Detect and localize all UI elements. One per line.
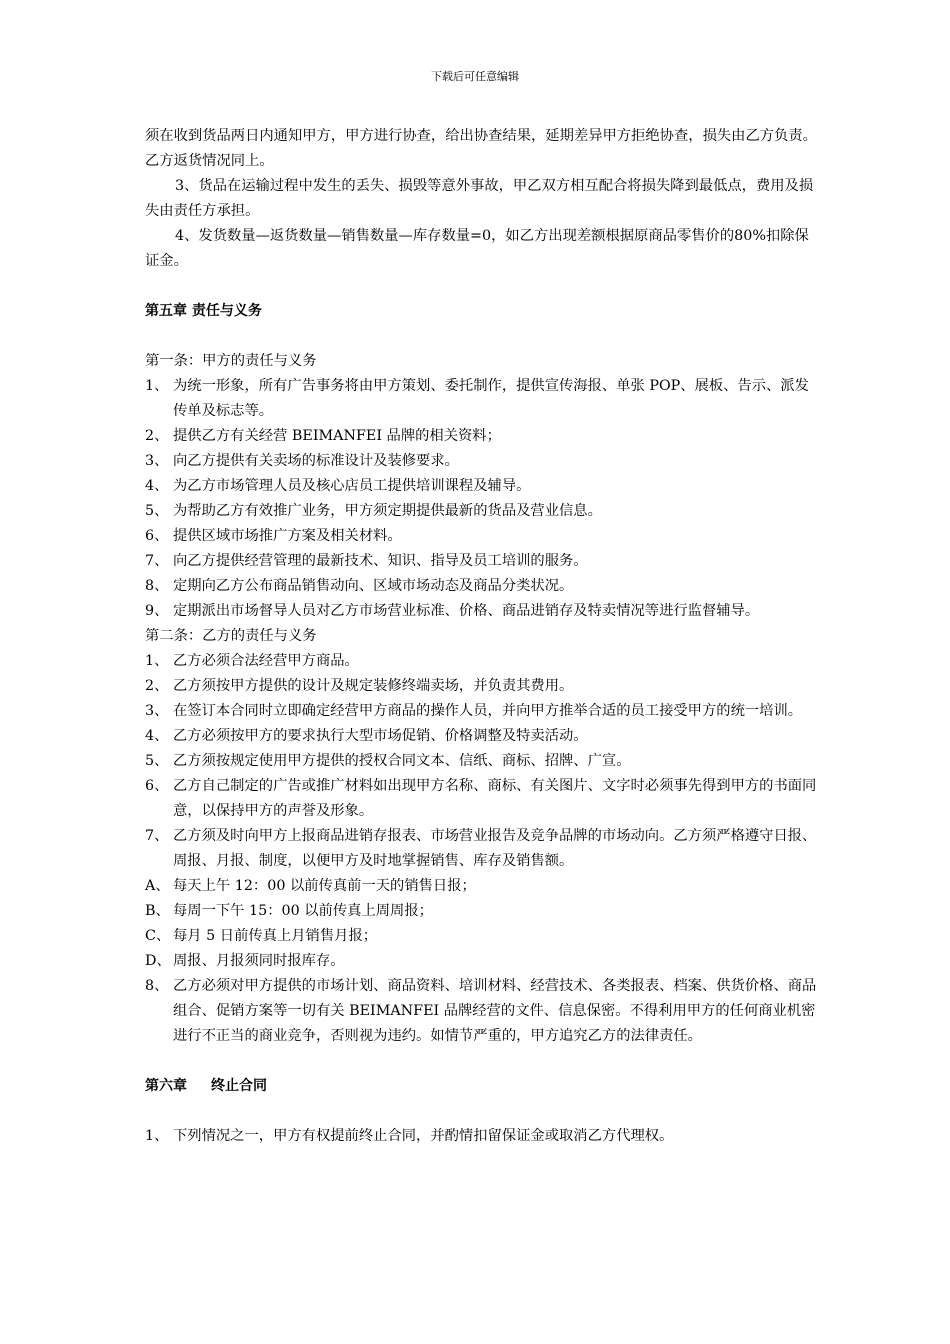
item-text: 乙方必须合法经营甲方商品。 (173, 653, 359, 669)
item-number: 5、 (145, 753, 169, 769)
chapter-6-name: 终止合同 (211, 1078, 267, 1094)
list-item (145, 524, 817, 549)
item-text: 乙方必须按甲方的要求执行大型市场促销、价格调整及特卖活动。 (173, 728, 588, 744)
list-item (145, 974, 817, 1049)
item-number: 3、 (145, 703, 169, 719)
item-number: 1、 (145, 1128, 169, 1144)
article-2-list (145, 649, 817, 1049)
item-number: 4、 (145, 478, 169, 494)
item-number: D、 (145, 953, 171, 969)
list-item (145, 549, 817, 574)
item-text: 提供区域市场推广方案及相关材料。 (173, 528, 402, 544)
item-number: 6、 (145, 528, 169, 544)
item-number: 4、 (145, 728, 169, 744)
item-text: 为帮助乙方有效推广业务，甲方须定期提供最新的货品及营业信息。 (173, 503, 602, 519)
item-text: 每月 5 日前传真上月销售月报； (173, 928, 378, 944)
list-item (145, 424, 817, 449)
item-text: 向乙方提供经营管理的最新技术、知识、指导及员工培训的服务。 (173, 553, 588, 569)
item-number: 8、 (145, 978, 169, 994)
list-item (145, 949, 817, 974)
item-number: 7、 (145, 553, 169, 569)
item-text: 周报、月报须同时报库存。 (173, 953, 345, 969)
list-item (145, 599, 817, 624)
item-text: 为乙方市场管理人员及核心店员工提供培训课程及辅导。 (173, 478, 531, 494)
item-text: 提供乙方有关经营 BEIMANFEI 品牌的相关资料； (173, 428, 501, 444)
article-1-title: 第一条：甲方的责任与义务 (145, 353, 317, 369)
article-2-title: 第二条：乙方的责任与义务 (145, 628, 317, 644)
list-item (145, 749, 817, 774)
item-number: 1、 (145, 378, 169, 394)
page-header: 下载后可任意编辑 (431, 70, 519, 83)
item-text: 为统一形象，所有广告事务将由甲方策划、委托制作，提供宣传海报、单张 POP、展板、告示、派发传单及标志等。 (173, 378, 809, 419)
list-item (145, 899, 817, 924)
document-body (145, 124, 817, 1149)
item-number: C、 (145, 928, 171, 944)
item-number: 7、 (145, 828, 169, 844)
item-text: 每周一下午 15：00 以前传真上周周报； (173, 903, 433, 919)
item-text: 下列情况之一，甲方有权提前终止合同，并酌情扣留保证金或取消乙方代理权。 (173, 1128, 674, 1144)
item-text: 乙方必须对甲方提供的市场计划、商品资料、培训材料、经营技术、各类报表、档案、供货价格、商品组合、促销方案等一切有关 BEIMANFEI 品牌经营的文件、信息保密。不得利用甲方的任何商业机密进行不正当的商业竞争，否则视为违约。如情节严重的，甲方追究乙方的法律责任。 (173, 978, 817, 1044)
list-item (145, 874, 817, 899)
item-text: 乙方须按规定使用甲方提供的授权合同文本、信纸、商标、招牌、广宣。 (173, 753, 631, 769)
list-item (145, 724, 817, 749)
item-text: 在签订本合同时立即确定经营甲方商品的操作人员，并向甲方推举合适的员工接受甲方的统一培训。 (173, 703, 803, 719)
item-text: 每天上午 12：00 以前传真前一天的销售日报； (173, 878, 476, 894)
item-number: 3、 (145, 453, 169, 469)
item-text: 向乙方提供有关卖场的标准设计及装修要求。 (173, 453, 459, 469)
list-item (145, 674, 817, 699)
chapter-6-title (145, 1074, 817, 1099)
paragraph: 须在收到货品两日内通知甲方，甲方进行协查，给出协查结果，延期差异甲方拒绝协查，损失由乙方负责。乙方返货情况同上。 (145, 128, 817, 169)
item-text: 乙方须按甲方提供的设计及规定装修终端卖场，并负责其费用。 (173, 678, 574, 694)
paragraph: 4、发货数量—返货数量—销售数量—库存数量=0，如乙方出现差额根据原商品零售价的80%扣除保证金。 (145, 228, 809, 269)
item-number: 6、 (145, 778, 169, 794)
list-item (145, 1124, 817, 1149)
list-item (145, 499, 817, 524)
item-text: 定期向乙方公布商品销售动向、区域市场动态及商品分类状况。 (173, 578, 574, 594)
list-item (145, 474, 817, 499)
item-number: B、 (145, 903, 170, 919)
list-item (145, 574, 817, 599)
item-number: 5、 (145, 503, 169, 519)
chapter-6-list (145, 1124, 817, 1149)
item-number: A、 (145, 878, 170, 894)
list-item (145, 774, 817, 824)
item-number: 8、 (145, 578, 169, 594)
chapter-5-title: 第五章 责任与义务 (145, 303, 262, 319)
paragraph: 3、货品在运输过程中发生的丢失、损毁等意外事故，甲乙双方相互配合将损失降到最低点，费用及损失由责任方承担。 (145, 178, 814, 219)
item-text: 定期派出市场督导人员对乙方市场营业标准、价格、商品进销存及特卖情况等进行监督辅导。 (173, 603, 760, 619)
chapter-6-number: 第六章 (145, 1078, 187, 1094)
list-item (145, 374, 817, 424)
list-item (145, 924, 817, 949)
list-item (145, 699, 817, 724)
list-item (145, 824, 817, 874)
article-1-list (145, 374, 817, 624)
item-number: 9、 (145, 603, 169, 619)
item-number: 2、 (145, 678, 169, 694)
item-text: 乙方自己制定的广告或推广材料如出现甲方名称、商标、有关图片、文字时必须事先得到甲方的书面同意，以保持甲方的声誉及形象。 (173, 778, 817, 819)
list-item (145, 449, 817, 474)
item-text: 乙方须及时向甲方上报商品进销存报表、市场营业报告及竞争品牌的市场动向。乙方须严格遵守日报、周报、月报、制度，以便甲方及时地掌握销售、库存及销售额。 (173, 828, 817, 869)
list-item (145, 649, 817, 674)
item-number: 2、 (145, 428, 169, 444)
item-number: 1、 (145, 653, 169, 669)
